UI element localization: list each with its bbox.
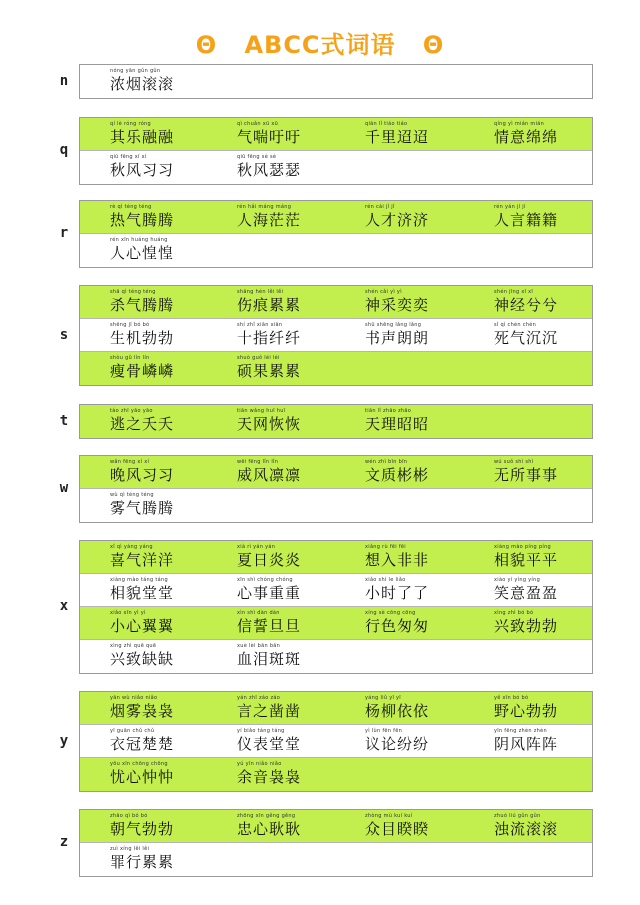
word-row bbox=[80, 352, 592, 385]
group-letter: n bbox=[59, 72, 69, 89]
word-group-t bbox=[79, 404, 593, 439]
pinyin: wú suǒ shì shì bbox=[494, 459, 534, 465]
chinese-word: 相貌平平 bbox=[494, 551, 559, 569]
chinese-word: 衣冠楚楚 bbox=[110, 735, 175, 753]
word-item bbox=[336, 456, 464, 488]
word-group-y bbox=[79, 691, 593, 792]
word-item bbox=[80, 541, 208, 573]
chinese-word: 罪行累累 bbox=[110, 853, 175, 871]
title-text: ABCC式词语 bbox=[244, 31, 396, 59]
word-item bbox=[208, 151, 336, 184]
pinyin: xuè lèi bān bān bbox=[237, 643, 281, 649]
pinyin: wén zhì bīn bīn bbox=[365, 459, 408, 465]
chinese-word: 瘦骨嶙嶙 bbox=[110, 362, 175, 380]
pinyin: xiào yì yíng yíng bbox=[494, 577, 541, 583]
word-group-n bbox=[79, 64, 593, 99]
word-item bbox=[80, 810, 208, 842]
pinyin: rè qì téng téng bbox=[110, 204, 152, 210]
pinyin: rén yán jí jí bbox=[494, 204, 526, 210]
word-row bbox=[80, 405, 592, 438]
word-row bbox=[80, 758, 592, 791]
word-row bbox=[80, 151, 592, 184]
word-row bbox=[80, 286, 592, 319]
word-item bbox=[464, 810, 592, 842]
word-item bbox=[80, 234, 208, 267]
chinese-word: 千里迢迢 bbox=[365, 128, 430, 146]
word-row bbox=[80, 489, 592, 522]
word-item bbox=[464, 319, 592, 351]
group-letter: r bbox=[59, 225, 69, 241]
word-item bbox=[80, 843, 208, 876]
pinyin: qiū fēng sè sè bbox=[237, 154, 277, 160]
chinese-word: 天网恢恢 bbox=[237, 415, 302, 433]
chinese-word: 相貌堂堂 bbox=[110, 584, 175, 602]
word-item bbox=[80, 118, 208, 150]
word-item bbox=[336, 810, 464, 842]
chinese-word: 人言籍籍 bbox=[494, 211, 559, 229]
word-row bbox=[80, 456, 592, 489]
chinese-word: 言之凿凿 bbox=[237, 702, 302, 720]
chinese-word: 夏日炎炎 bbox=[237, 551, 302, 569]
pinyin: xíng sè cōng cōng bbox=[365, 610, 416, 616]
theta-icon: Θ bbox=[195, 31, 218, 59]
word-row bbox=[80, 201, 592, 234]
word-row bbox=[80, 65, 592, 98]
word-item bbox=[208, 541, 336, 573]
word-item bbox=[80, 758, 208, 791]
word-item bbox=[464, 607, 592, 639]
chinese-word: 兴致缺缺 bbox=[110, 650, 175, 668]
word-item bbox=[80, 319, 208, 351]
pinyin: wēi fēng lǐn lǐn bbox=[237, 459, 279, 465]
word-row bbox=[80, 640, 592, 673]
pinyin: qí lè róng róng bbox=[110, 121, 151, 127]
pinyin: xǐ qì yáng yáng bbox=[110, 544, 153, 550]
pinyin: zhòng mù kuí kuí bbox=[365, 813, 413, 819]
pinyin: wǎn fēng xí xí bbox=[110, 459, 150, 465]
pinyin: yě xīn bó bó bbox=[494, 695, 529, 701]
pinyin: yān wù niǎo niǎo bbox=[110, 695, 158, 701]
word-item bbox=[208, 352, 336, 385]
word-row bbox=[80, 574, 592, 607]
pinyin: shā qì téng téng bbox=[110, 289, 156, 295]
chinese-word: 烟雾袅袅 bbox=[110, 702, 175, 720]
chinese-word: 热气腾腾 bbox=[110, 211, 175, 229]
pinyin: táo zhī yāo yāo bbox=[110, 408, 153, 414]
word-item bbox=[464, 692, 592, 724]
pinyin: xìng zhì bó bó bbox=[494, 610, 534, 616]
pinyin: xiàng mào táng táng bbox=[110, 577, 168, 583]
pinyin: xìn shì dàn dàn bbox=[237, 610, 280, 616]
word-item bbox=[80, 352, 208, 385]
pinyin: tiān lǐ zhāo zhāo bbox=[365, 408, 412, 414]
word-item bbox=[208, 607, 336, 639]
pinyin: xiǎo xīn yì yì bbox=[110, 610, 146, 616]
word-group-s bbox=[79, 285, 593, 386]
pinyin: shén cǎi yì yì bbox=[365, 289, 402, 295]
chinese-word: 余音袅袅 bbox=[237, 768, 302, 786]
word-item bbox=[464, 201, 592, 233]
chinese-word: 杀气腾腾 bbox=[110, 296, 175, 314]
word-item bbox=[336, 574, 464, 606]
pinyin: xìng zhì quē quē bbox=[110, 643, 157, 649]
pinyin: yīn fēng zhèn zhèn bbox=[494, 728, 547, 734]
pinyin: shēng jī bó bó bbox=[110, 322, 150, 328]
group-letter: t bbox=[59, 412, 69, 429]
chinese-word: 众目睽睽 bbox=[365, 820, 430, 838]
pinyin: qiān lǐ tiáo tiáo bbox=[365, 121, 408, 127]
pinyin: tiān wǎng huī huī bbox=[237, 408, 286, 414]
word-item bbox=[80, 607, 208, 639]
word-row bbox=[80, 319, 592, 352]
word-item bbox=[80, 574, 208, 606]
pinyin: qì chuǎn xū xū bbox=[237, 121, 279, 127]
chinese-word: 忠心耿耿 bbox=[237, 820, 302, 838]
pinyin: shū shēng lǎng lǎng bbox=[365, 322, 422, 328]
word-item bbox=[336, 405, 464, 438]
word-item bbox=[464, 725, 592, 757]
word-group-x bbox=[79, 540, 593, 674]
chinese-word: 硕果累累 bbox=[237, 362, 302, 380]
chinese-word: 逃之夭夭 bbox=[110, 415, 175, 433]
chinese-word: 人海茫茫 bbox=[237, 211, 302, 229]
chinese-word: 其乐融融 bbox=[110, 128, 175, 146]
pinyin: xià rì yán yán bbox=[237, 544, 276, 550]
word-row bbox=[80, 692, 592, 725]
pinyin: rén hǎi máng máng bbox=[237, 204, 292, 210]
chinese-word: 气喘吁吁 bbox=[237, 128, 302, 146]
chinese-word: 喜气洋洋 bbox=[110, 551, 175, 569]
pinyin: shí zhǐ xiān xiān bbox=[237, 322, 283, 328]
chinese-word: 浓烟滚滚 bbox=[110, 75, 175, 93]
word-item bbox=[80, 65, 208, 98]
chinese-word: 行色匆匆 bbox=[365, 617, 430, 635]
word-item bbox=[208, 640, 336, 673]
group-letter: x bbox=[59, 598, 69, 614]
pinyin: qiū fēng xí xí bbox=[110, 154, 147, 160]
chinese-word: 文质彬彬 bbox=[365, 466, 430, 484]
pinyin: rén xīn huáng huáng bbox=[110, 237, 168, 243]
pinyin: xiǎng rù fēi fēi bbox=[365, 544, 406, 550]
word-item bbox=[80, 201, 208, 233]
word-item bbox=[208, 456, 336, 488]
word-group-z bbox=[79, 809, 593, 877]
word-item bbox=[464, 574, 592, 606]
chinese-word: 生机勃勃 bbox=[110, 329, 175, 347]
word-item bbox=[336, 541, 464, 573]
word-row bbox=[80, 234, 592, 267]
group-letter: s bbox=[59, 326, 69, 343]
chinese-word: 死气沉沉 bbox=[494, 329, 559, 347]
pinyin: shòu gǔ lín lín bbox=[110, 355, 150, 361]
word-item bbox=[336, 118, 464, 150]
chinese-word: 书声朗朗 bbox=[365, 329, 430, 347]
chinese-word: 神采奕奕 bbox=[365, 296, 430, 314]
chinese-word: 天理昭昭 bbox=[365, 415, 430, 433]
page-title bbox=[0, 25, 640, 60]
word-item bbox=[80, 405, 208, 438]
word-item bbox=[80, 692, 208, 724]
word-group-w bbox=[79, 455, 593, 523]
word-item bbox=[80, 151, 208, 184]
word-item bbox=[336, 319, 464, 351]
word-row bbox=[80, 541, 592, 574]
chinese-word: 秋风瑟瑟 bbox=[237, 161, 302, 179]
chinese-word: 十指纤纤 bbox=[237, 329, 302, 347]
chinese-word: 兴致勃勃 bbox=[494, 617, 559, 635]
pinyin: yōu xīn chōng chōng bbox=[110, 761, 168, 767]
pinyin: yáng liǔ yī yī bbox=[365, 695, 401, 701]
chinese-word: 信誓旦旦 bbox=[237, 617, 302, 635]
chinese-word: 秋风习习 bbox=[110, 161, 175, 179]
chinese-word: 无所事事 bbox=[494, 466, 559, 484]
chinese-word: 小心翼翼 bbox=[110, 617, 175, 635]
chinese-word: 伤痕累累 bbox=[237, 296, 302, 314]
word-item bbox=[208, 118, 336, 150]
chinese-word: 小时了了 bbox=[365, 584, 430, 602]
word-row bbox=[80, 607, 592, 640]
pinyin: wù qì téng téng bbox=[110, 492, 154, 498]
word-item bbox=[336, 607, 464, 639]
group-letter: z bbox=[59, 834, 69, 850]
pinyin: shuò guǒ léi léi bbox=[237, 355, 280, 361]
word-row bbox=[80, 810, 592, 843]
word-group-r bbox=[79, 200, 593, 268]
word-item bbox=[208, 201, 336, 233]
chinese-word: 威风凛凛 bbox=[237, 466, 302, 484]
word-row bbox=[80, 843, 592, 876]
word-item bbox=[80, 489, 208, 522]
word-item bbox=[80, 456, 208, 488]
word-item bbox=[336, 286, 464, 318]
pinyin: shāng hén lěi lěi bbox=[237, 289, 284, 295]
word-row bbox=[80, 118, 592, 151]
group-letter: q bbox=[59, 142, 69, 158]
chinese-word: 阴风阵阵 bbox=[494, 735, 559, 753]
word-item bbox=[208, 319, 336, 351]
chinese-word: 想入非非 bbox=[365, 551, 430, 569]
pinyin: xiǎo shí le liǎo bbox=[365, 577, 406, 583]
chinese-word: 神经兮兮 bbox=[494, 296, 559, 314]
pinyin: yí biǎo táng táng bbox=[237, 728, 285, 734]
pinyin: zhuó liú gǔn gǔn bbox=[494, 813, 541, 819]
word-item bbox=[208, 810, 336, 842]
word-item bbox=[80, 725, 208, 757]
pinyin: xiàng mào píng píng bbox=[494, 544, 552, 550]
chinese-word: 忧心忡忡 bbox=[110, 768, 175, 786]
pinyin: zhōng xīn gěng gěng bbox=[237, 813, 296, 819]
word-item bbox=[464, 456, 592, 488]
pinyin: yī guān chǔ chǔ bbox=[110, 728, 155, 734]
word-group-q bbox=[79, 117, 593, 185]
chinese-word: 人才济济 bbox=[365, 211, 430, 229]
pinyin: rén cái jǐ jǐ bbox=[365, 204, 395, 210]
word-item bbox=[336, 201, 464, 233]
word-item bbox=[464, 118, 592, 150]
pinyin: yán zhī záo záo bbox=[237, 695, 281, 701]
word-item bbox=[336, 725, 464, 757]
chinese-word: 心事重重 bbox=[237, 584, 302, 602]
pinyin: xīn shì chóng chóng bbox=[237, 577, 293, 583]
chinese-word: 笑意盈盈 bbox=[494, 584, 559, 602]
word-item bbox=[208, 286, 336, 318]
chinese-word: 仪表堂堂 bbox=[237, 735, 302, 753]
chinese-word: 血泪斑斑 bbox=[237, 650, 302, 668]
chinese-word: 晚风习习 bbox=[110, 466, 175, 484]
pinyin: sǐ qì chén chén bbox=[494, 322, 537, 328]
pinyin: shén jīng xī xī bbox=[494, 289, 534, 295]
word-item bbox=[208, 758, 336, 791]
word-item bbox=[336, 692, 464, 724]
pinyin: nóng yān gǔn gǔn bbox=[110, 68, 161, 74]
word-item bbox=[80, 640, 208, 673]
chinese-word: 人心惶惶 bbox=[110, 244, 175, 262]
chinese-word: 野心勃勃 bbox=[494, 702, 559, 720]
group-letter: y bbox=[59, 732, 69, 749]
pinyin: yì lùn fēn fēn bbox=[365, 728, 403, 734]
chinese-word: 议论纷纷 bbox=[365, 735, 430, 753]
pinyin: yú yīn niǎo niǎo bbox=[237, 761, 282, 767]
word-item bbox=[80, 286, 208, 318]
chinese-word: 雾气腾腾 bbox=[110, 499, 175, 517]
word-row bbox=[80, 725, 592, 758]
word-item bbox=[208, 725, 336, 757]
pinyin: zhāo qì bó bó bbox=[110, 813, 148, 819]
group-letter: w bbox=[59, 480, 69, 496]
chinese-word: 杨柳依依 bbox=[365, 702, 430, 720]
word-item bbox=[208, 405, 336, 438]
word-item bbox=[208, 574, 336, 606]
chinese-word: 情意绵绵 bbox=[494, 128, 559, 146]
word-item bbox=[208, 692, 336, 724]
chinese-word: 朝气勃勃 bbox=[110, 820, 175, 838]
word-item bbox=[464, 286, 592, 318]
pinyin: zuì xíng lěi lěi bbox=[110, 846, 150, 852]
chinese-word: 浊流滚滚 bbox=[494, 820, 559, 838]
theta-icon: Θ bbox=[422, 31, 445, 59]
word-item bbox=[464, 541, 592, 573]
pinyin: qíng yì mián mián bbox=[494, 121, 545, 127]
